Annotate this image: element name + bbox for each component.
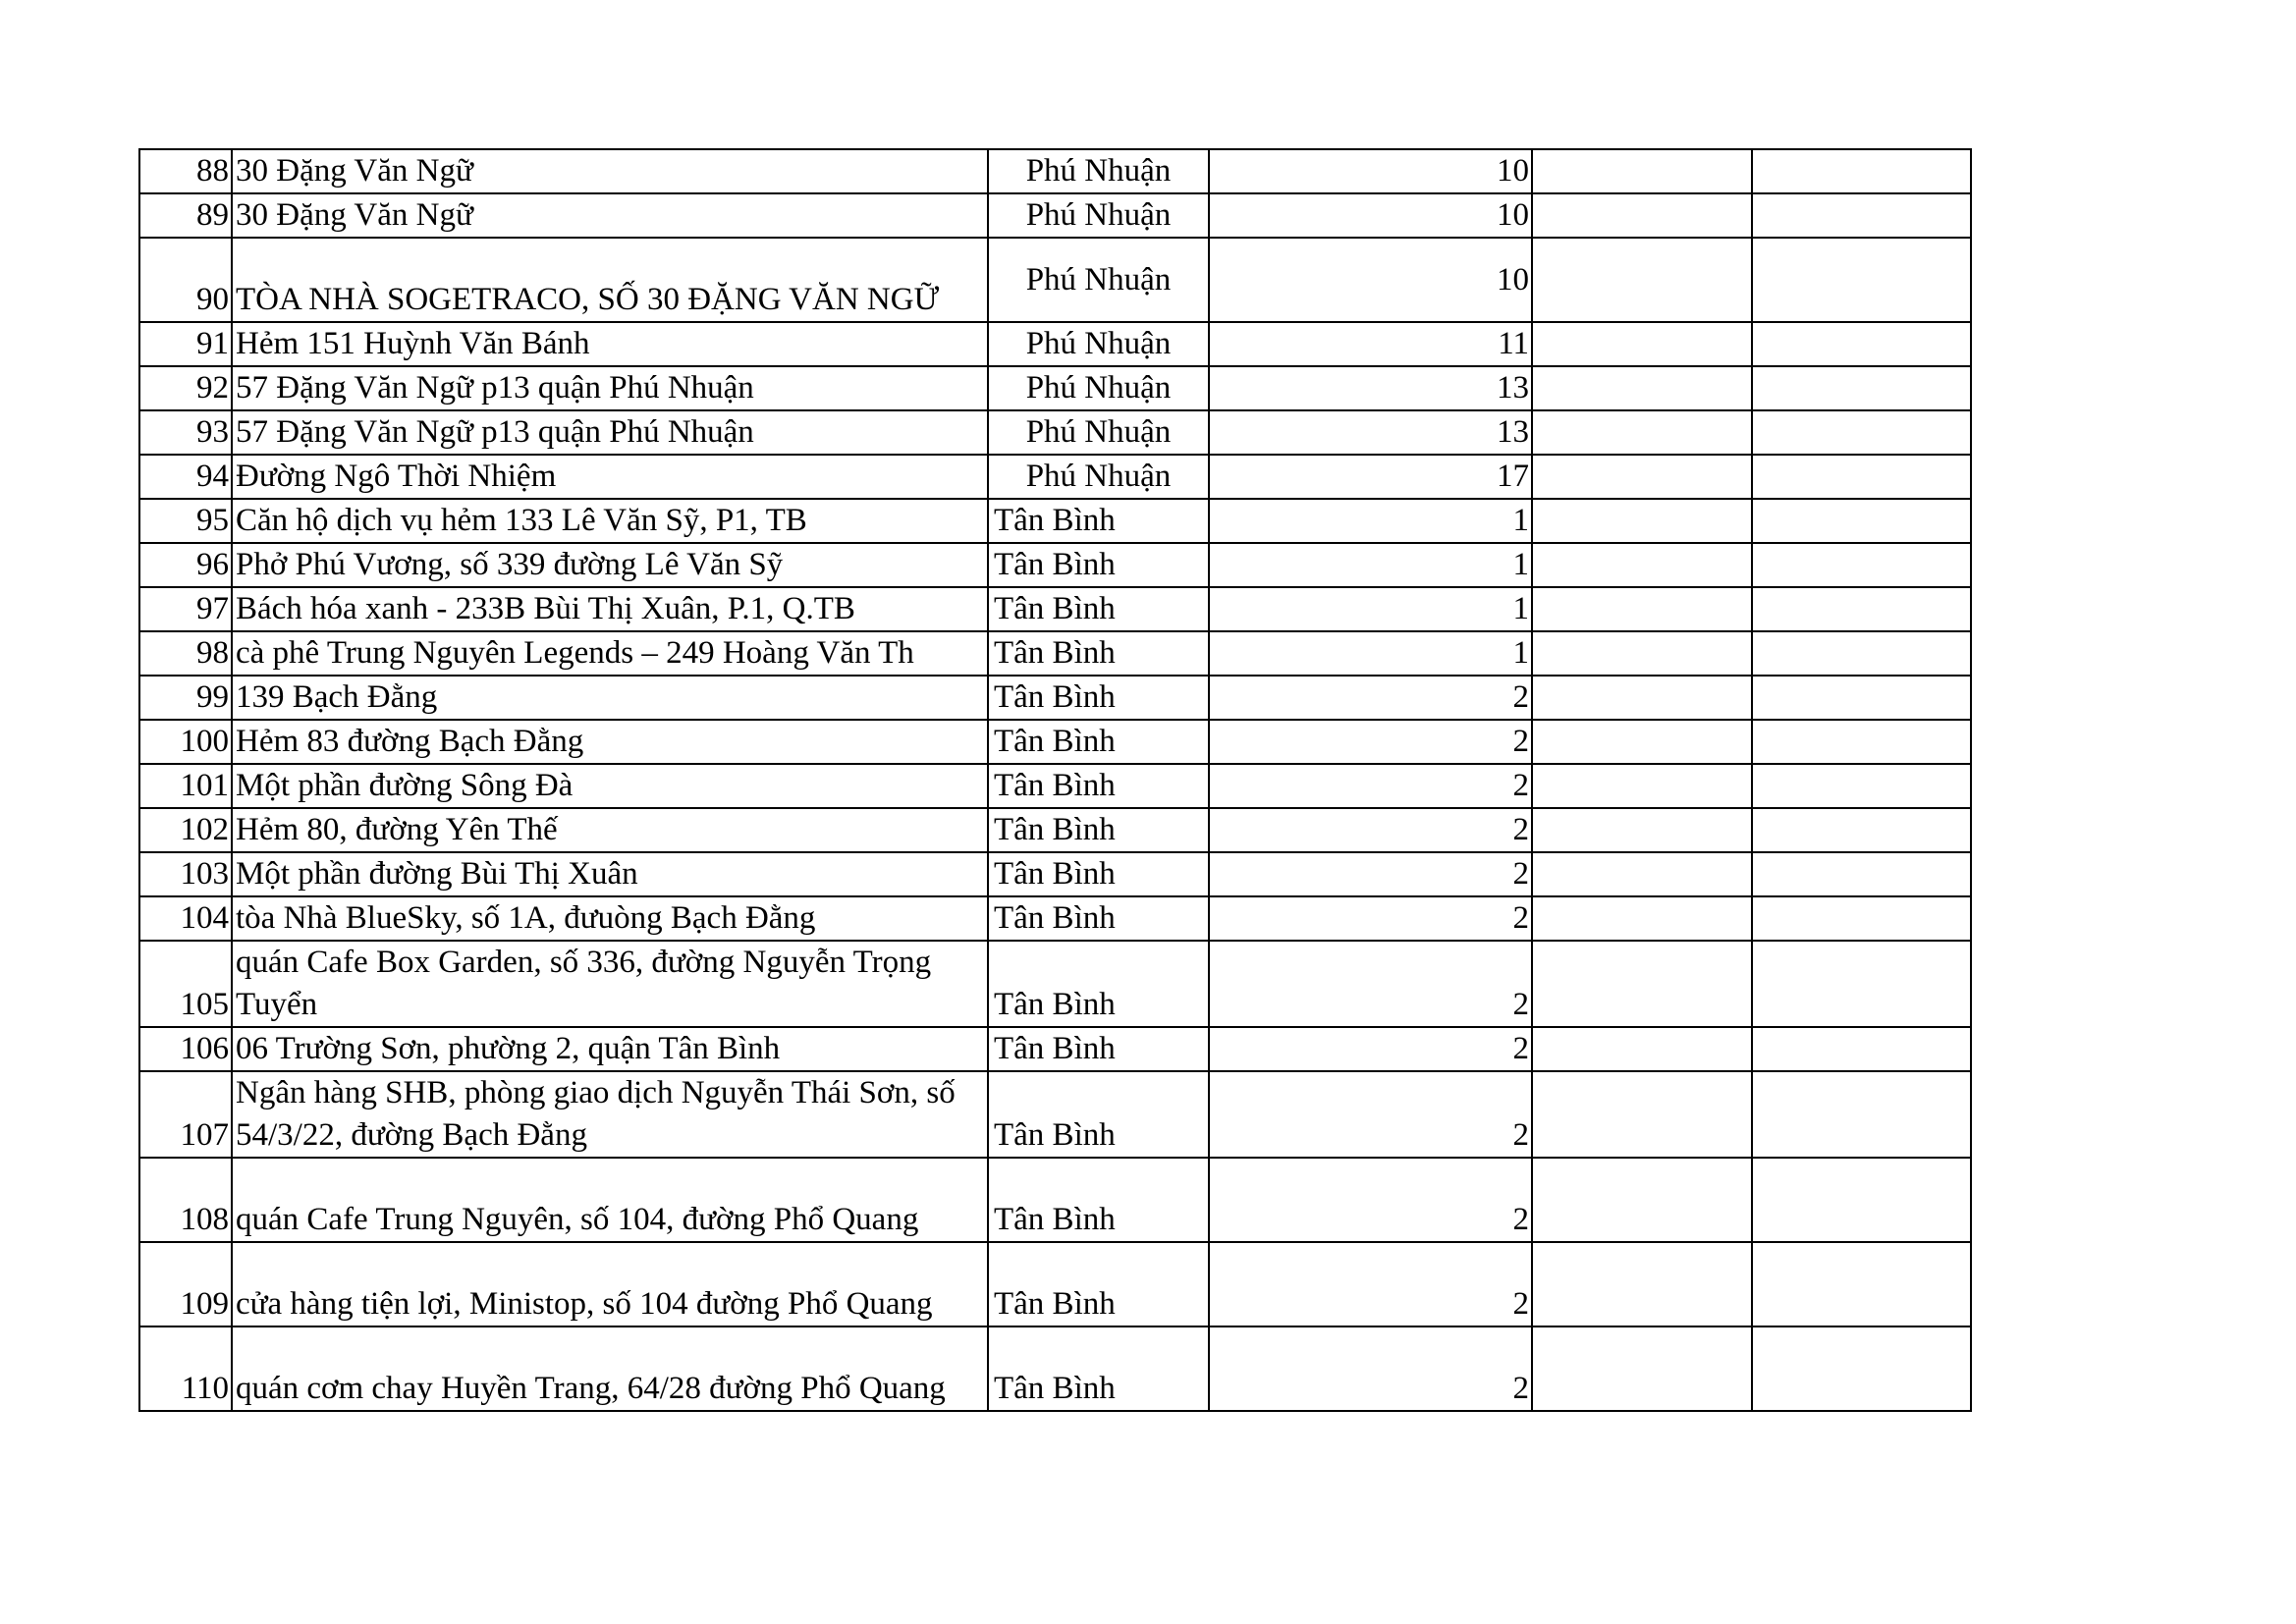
table-row: [139, 764, 1971, 808]
address-cell: Hẻm 80, đường Yên Thế: [232, 808, 988, 852]
address-cell: 57 Đặng Văn Ngữ p13 quận Phú Nhuận: [232, 410, 988, 455]
address-cell: Một phần đường Bùi Thị Xuân: [232, 852, 988, 896]
row-number-cell: 101: [139, 764, 232, 808]
row-number-cell: 94: [139, 455, 232, 499]
empty-cell: [1532, 193, 1752, 238]
district-cell: Phú Nhuận: [988, 238, 1209, 322]
ward-cell: 1: [1209, 499, 1532, 543]
ward-cell: 13: [1209, 366, 1532, 410]
table-row: [139, 499, 1971, 543]
district-cell: Phú Nhuận: [988, 410, 1209, 455]
address-cell: Hẻm 83 đường Bạch Đằng: [232, 720, 988, 764]
empty-cell: [1752, 149, 1971, 193]
ward-cell: 2: [1209, 676, 1532, 720]
empty-cell: [1532, 631, 1752, 676]
empty-cell: [1752, 676, 1971, 720]
row-number-cell: 108: [139, 1158, 232, 1242]
empty-cell: [1752, 631, 1971, 676]
table-row: [139, 676, 1971, 720]
table-body: [139, 149, 1971, 1411]
row-number-cell: 93: [139, 410, 232, 455]
empty-cell: [1752, 587, 1971, 631]
table-row: [139, 455, 1971, 499]
district-cell: Tân Bình: [988, 676, 1209, 720]
empty-cell: [1532, 852, 1752, 896]
empty-cell: [1532, 1326, 1752, 1411]
district-cell: Phú Nhuận: [988, 455, 1209, 499]
address-cell: quán cơm chay Huyền Trang, 64/28 đường Phổ Quang: [232, 1326, 988, 1411]
row-number-cell: 105: [139, 941, 232, 1027]
district-cell: Phú Nhuận: [988, 322, 1209, 366]
address-cell: TÒA NHÀ SOGETRACO, SỐ 30 ĐẶNG VĂN NGỮ: [232, 238, 988, 322]
empty-cell: [1532, 543, 1752, 587]
ward-cell: 2: [1209, 808, 1532, 852]
address-cell: 57 Đặng Văn Ngữ p13 quận Phú Nhuận: [232, 366, 988, 410]
row-number-cell: 109: [139, 1242, 232, 1326]
ward-cell: 2: [1209, 1242, 1532, 1326]
table-row: [139, 410, 1971, 455]
table-row: [139, 852, 1971, 896]
empty-cell: [1532, 366, 1752, 410]
ward-cell: 2: [1209, 896, 1532, 941]
ward-cell: 2: [1209, 1027, 1532, 1071]
address-cell: Một phần đường Sông Đà: [232, 764, 988, 808]
empty-cell: [1752, 238, 1971, 322]
empty-cell: [1532, 1027, 1752, 1071]
empty-cell: [1532, 1071, 1752, 1158]
empty-cell: [1532, 941, 1752, 1027]
district-cell: Tân Bình: [988, 720, 1209, 764]
empty-cell: [1752, 941, 1971, 1027]
table-row: [139, 941, 1971, 1027]
table-row: [139, 1326, 1971, 1411]
empty-cell: [1532, 149, 1752, 193]
empty-cell: [1532, 676, 1752, 720]
empty-cell: [1532, 1158, 1752, 1242]
address-cell: Bách hóa xanh - 233B Bùi Thị Xuân, P.1, Q.TB: [232, 587, 988, 631]
empty-cell: [1752, 322, 1971, 366]
address-cell: Căn hộ dịch vụ hẻm 133 Lê Văn Sỹ, P1, TB: [232, 499, 988, 543]
empty-cell: [1752, 852, 1971, 896]
ward-cell: 2: [1209, 941, 1532, 1027]
table-row: [139, 543, 1971, 587]
row-number-cell: 90: [139, 238, 232, 322]
district-cell: Phú Nhuận: [988, 366, 1209, 410]
address-cell: Đường Ngô Thời Nhiệm: [232, 455, 988, 499]
empty-cell: [1752, 764, 1971, 808]
table-row: [139, 193, 1971, 238]
empty-cell: [1752, 808, 1971, 852]
row-number-cell: 106: [139, 1027, 232, 1071]
empty-cell: [1752, 1326, 1971, 1411]
district-cell: Tân Bình: [988, 1326, 1209, 1411]
empty-cell: [1532, 499, 1752, 543]
address-cell: cà phê Trung Nguyên Legends – 249 Hoàng Văn Th: [232, 631, 988, 676]
empty-cell: [1752, 1071, 1971, 1158]
row-number-cell: 107: [139, 1071, 232, 1158]
ward-cell: 10: [1209, 238, 1532, 322]
table-row: [139, 896, 1971, 941]
district-cell: Phú Nhuận: [988, 193, 1209, 238]
row-number-cell: 110: [139, 1326, 232, 1411]
address-cell: quán Cafe Trung Nguyên, số 104, đường Phổ Quang: [232, 1158, 988, 1242]
table-row: [139, 149, 1971, 193]
ward-cell: 13: [1209, 410, 1532, 455]
row-number-cell: 104: [139, 896, 232, 941]
district-cell: Tân Bình: [988, 543, 1209, 587]
empty-cell: [1532, 896, 1752, 941]
district-cell: Tân Bình: [988, 764, 1209, 808]
ward-cell: 17: [1209, 455, 1532, 499]
ward-cell: 2: [1209, 720, 1532, 764]
ward-cell: 10: [1209, 149, 1532, 193]
row-number-cell: 89: [139, 193, 232, 238]
ward-cell: 2: [1209, 1326, 1532, 1411]
address-cell: Ngân hàng SHB, phòng giao dịch Nguyễn Thái Sơn, số 54/3/22, đường Bạch Đằng: [232, 1071, 988, 1158]
district-cell: Tân Bình: [988, 896, 1209, 941]
district-cell: Tân Bình: [988, 941, 1209, 1027]
table-row: [139, 366, 1971, 410]
address-cell: 06 Trường Sơn, phường 2, quận Tân Bình: [232, 1027, 988, 1071]
ward-cell: 10: [1209, 193, 1532, 238]
address-cell: cửa hàng tiện lợi, Ministop, số 104 đường Phổ Quang: [232, 1242, 988, 1326]
row-number-cell: 95: [139, 499, 232, 543]
address-cell: 139 Bạch Đằng: [232, 676, 988, 720]
district-cell: Phú Nhuận: [988, 149, 1209, 193]
row-number-cell: 98: [139, 631, 232, 676]
ward-cell: 1: [1209, 543, 1532, 587]
table-row: [139, 631, 1971, 676]
ward-cell: 2: [1209, 1158, 1532, 1242]
row-number-cell: 92: [139, 366, 232, 410]
district-cell: Tân Bình: [988, 1027, 1209, 1071]
row-number-cell: 100: [139, 720, 232, 764]
empty-cell: [1532, 587, 1752, 631]
empty-cell: [1752, 543, 1971, 587]
district-cell: Tân Bình: [988, 1242, 1209, 1326]
empty-cell: [1532, 410, 1752, 455]
district-cell: Tân Bình: [988, 499, 1209, 543]
district-cell: Tân Bình: [988, 1158, 1209, 1242]
table-row: [139, 1027, 1971, 1071]
row-number-cell: 102: [139, 808, 232, 852]
empty-cell: [1532, 808, 1752, 852]
table-row: [139, 1242, 1971, 1326]
row-number-cell: 99: [139, 676, 232, 720]
table-row: [139, 1071, 1971, 1158]
empty-cell: [1752, 366, 1971, 410]
district-cell: Tân Bình: [988, 587, 1209, 631]
ward-cell: 1: [1209, 587, 1532, 631]
empty-cell: [1532, 322, 1752, 366]
empty-cell: [1532, 455, 1752, 499]
empty-cell: [1532, 238, 1752, 322]
empty-cell: [1752, 720, 1971, 764]
row-number-cell: 91: [139, 322, 232, 366]
table-row: [139, 587, 1971, 631]
district-cell: Tân Bình: [988, 631, 1209, 676]
address-cell: Phở Phú Vương, số 339 đường Lê Văn Sỹ: [232, 543, 988, 587]
empty-cell: [1752, 455, 1971, 499]
row-number-cell: 103: [139, 852, 232, 896]
empty-cell: [1532, 764, 1752, 808]
empty-cell: [1752, 896, 1971, 941]
ward-cell: 2: [1209, 764, 1532, 808]
ward-cell: 1: [1209, 631, 1532, 676]
row-number-cell: 97: [139, 587, 232, 631]
empty-cell: [1752, 410, 1971, 455]
empty-cell: [1752, 1027, 1971, 1071]
table-row: [139, 808, 1971, 852]
table-row: [139, 1158, 1971, 1242]
address-cell: 30 Đặng Văn Ngữ: [232, 149, 988, 193]
address-cell: 30 Đặng Văn Ngữ: [232, 193, 988, 238]
empty-cell: [1752, 193, 1971, 238]
table-row: [139, 238, 1971, 322]
address-cell: Hẻm 151 Huỳnh Văn Bánh: [232, 322, 988, 366]
row-number-cell: 96: [139, 543, 232, 587]
empty-cell: [1752, 1158, 1971, 1242]
empty-cell: [1752, 1242, 1971, 1326]
empty-cell: [1532, 1242, 1752, 1326]
table-row: [139, 322, 1971, 366]
district-cell: Tân Bình: [988, 1071, 1209, 1158]
table-row: [139, 720, 1971, 764]
ward-cell: 11: [1209, 322, 1532, 366]
ward-cell: 2: [1209, 1071, 1532, 1158]
district-cell: Tân Bình: [988, 808, 1209, 852]
district-cell: Tân Bình: [988, 852, 1209, 896]
empty-cell: [1532, 720, 1752, 764]
location-table: [138, 148, 1972, 1412]
address-cell: quán Cafe Box Garden, số 336, đường Nguyễn Trọng Tuyển: [232, 941, 988, 1027]
address-cell: tòa Nhà BlueSky, số 1A, đưuòng Bạch Đằng: [232, 896, 988, 941]
row-number-cell: 88: [139, 149, 232, 193]
ward-cell: 2: [1209, 852, 1532, 896]
empty-cell: [1752, 499, 1971, 543]
